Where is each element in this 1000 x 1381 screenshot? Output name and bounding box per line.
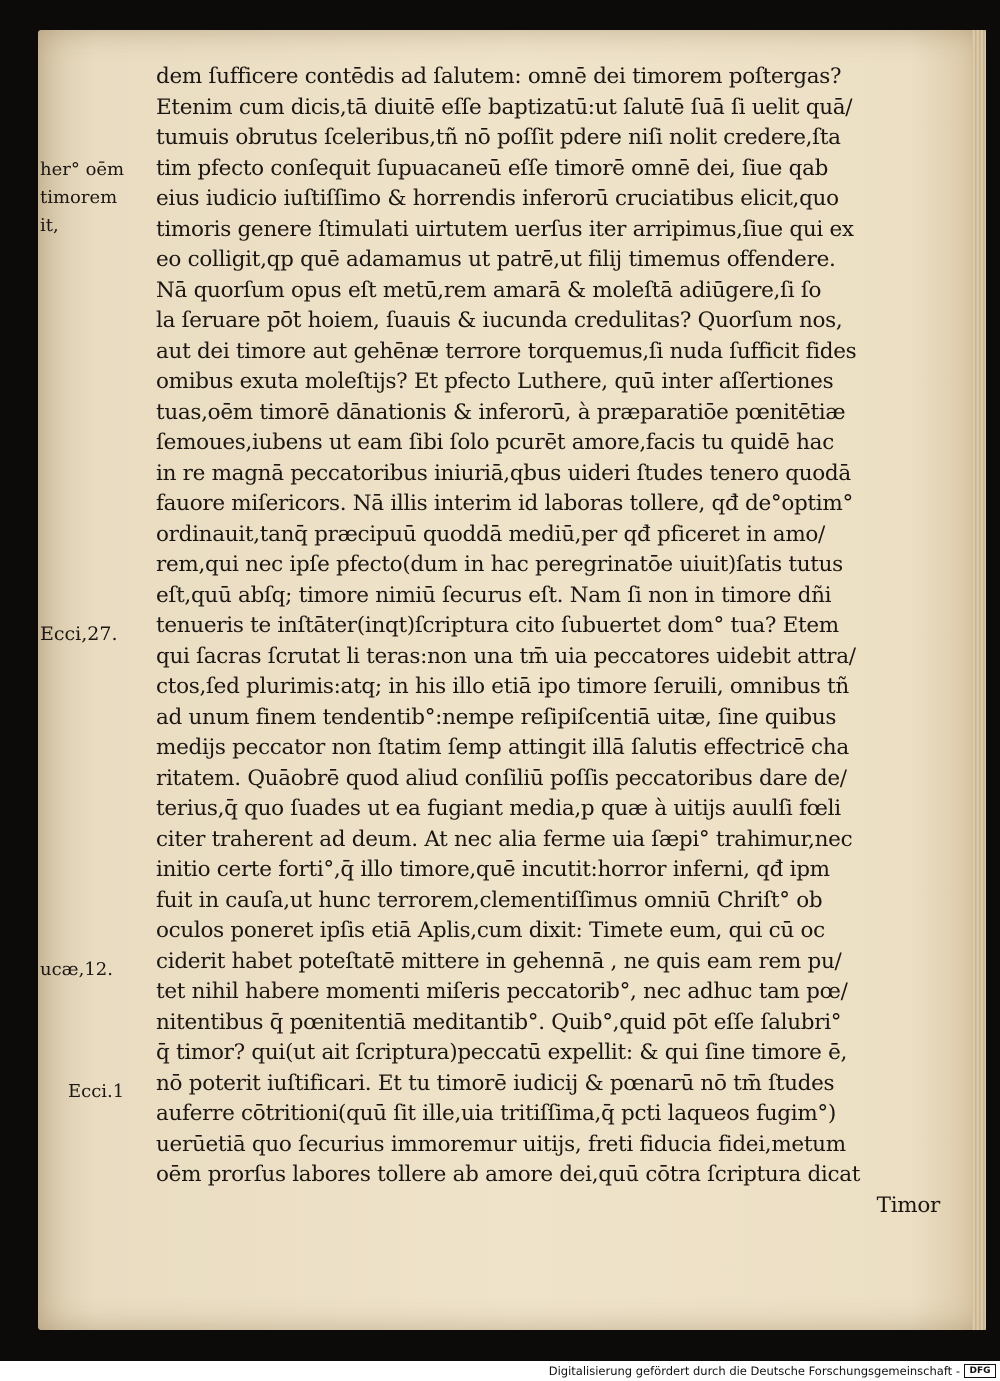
text-line: rem,qui nec ipſe pfecto(dum in hac peregrinatōe uiuit)ſatis tutus <box>156 552 843 577</box>
text-line: ritatem. Quāobrē quod aliud conſiliū poſſis peccatoribus dare de/ <box>156 765 847 791</box>
margin-note: her° oēm <box>40 159 125 180</box>
text-line: qui ſacras ſcrutat li teras:non una tm̄ uia peccatores uidebit attra/ <box>156 643 856 669</box>
text-line: q̄ timor? qui(ut ait ſcriptura)peccatū expellit: & qui ſine timore ē, <box>156 1040 848 1065</box>
text-line: ordinauit,tanq̄ præcipuū quoddā mediū,per qđ pficeret in amo/ <box>156 521 825 547</box>
text-line: la ſeruare pōt hoiem, ſuauis & iucunda credulitas? Quorſum nos, <box>156 308 843 333</box>
page-edge <box>972 30 986 1330</box>
margin-note: Ecci.1 <box>68 1081 125 1102</box>
text-line: nō poterit iuſtificari. Et tu timorē iudicij & pœnarū nō tm̄ ſtudes <box>156 1070 835 1096</box>
text-line: in re magnā peccatoribus iniuriā,qbus uideri ſtudes tenero quodā <box>156 460 851 486</box>
text-line: timoris genere ſtimulati uirtutem uerſus iter arripimus,ſiue qui ex <box>156 216 854 242</box>
text-line: uerūetiā quo ſecurius immoremur uitijs, freti fiducia fidei,metum <box>156 1131 846 1157</box>
text-line: tenueris te inſtāter(inqt)ſcriptura cito ſubuertet dom° tua? Etem <box>156 613 839 638</box>
text-line: aut dei timore aut gehēnæ terrore torquemus,ſi nuda ſufficit fides <box>156 338 857 364</box>
text-line: ad unum finem tendentib°:nempe reſipiſcentiā uitæ, ſine quibus <box>156 704 837 730</box>
text-line: tet nihil habere momenti miſeris peccatorib°, nec adhuc tam pœ/ <box>156 979 848 1004</box>
text-line: auferre cōtritioni(quū ſit ille,uia tritiſſima,q̄ pcti laqueos fugim°) <box>156 1101 836 1126</box>
text-line: nitentibus q̄ pœnitentiā meditantib°. Quib°,quid pōt eſſe ſalubri° <box>156 1009 842 1035</box>
text-line: eius iudicio iuſtiſſimo & horrendis inferorū cruciatibus elicit,quo <box>156 186 839 211</box>
text-line: terius,q̄ quo ſuades ut ea fugiant media,p quæ à uitijs auulſi fœli <box>156 796 841 821</box>
text-line: tim pfecto conſequit ſupuacaneū eſſe timorē omnē dei, ſiue qab <box>156 155 829 181</box>
text-line: fuit in cauſa,ut hunc terrorem,clementiſſimus omniū Chriſt° ob <box>156 887 823 913</box>
funding-credit: Digitalisierung gefördert durch die Deutsche Forschungsgemeinschaft - <box>548 1364 960 1378</box>
text-line: medijs peccator non ſtatim ſemp attingit illā ſalutis effectricē cha <box>156 735 849 760</box>
text-line: Nā quorſum opus eſt metū,rem amarā & moleſtā adiūgere,ſi ſo <box>156 277 822 303</box>
book-page <box>38 30 986 1330</box>
text-line: eſt,quū abſq; timore nimiū ſecurus eſt. Nam ſi non in timore dñi <box>156 582 832 608</box>
text-line: oēm prorſus labores tollere ab amore dei,quū cōtra ſcriptura dicat <box>156 1162 861 1187</box>
margin-note: it, <box>40 215 59 236</box>
text-line: tumuis obrutus ſceleribus,tñ nō poſſit pdere niſi nolit credere,ſta <box>156 125 841 150</box>
text-line: Etenim cum dicis,tā diuitē eſſe baptizatū:ut ſalutē ſuā ſi uelit quā/ <box>156 94 853 120</box>
margin-note: Ecci,27. <box>40 623 118 645</box>
text-line: omibus exuta moleſtijs? Et pfecto Luthere, quū inter aſſertiones <box>156 369 834 394</box>
text-line: ciderit habet poteſtatē mittere in gehennā , ne quis eam rem pu/ <box>156 948 842 974</box>
main-text-block <box>156 62 946 1221</box>
margin-note: timorem <box>40 187 118 208</box>
text-line: eo colligit,qp quē adamamus ut patrē,ut filij timemus offendere. <box>156 247 836 272</box>
footer-bar <box>0 1361 1000 1381</box>
text-line: dem ſufficere contēdis ad ſalutem: omnē dei timorem poſtergas? <box>156 64 842 89</box>
text-line: citer traherent ad deum. At nec alia ferme uia ſæpi° trahimur,nec <box>156 826 853 852</box>
margin-note: ucæ,12. <box>40 959 113 980</box>
dfg-logo-icon: DFG <box>964 1364 996 1378</box>
text-line: ſemoues,iubens ut eam ſibi ſolo pcurēt amore,facis tu quidē hac <box>156 430 834 455</box>
text-line: oculos poneret ipſis etiā Aplis,cum dixit: Timete eum, qui cū oc <box>156 918 825 943</box>
text-line: initio certe forti°,q̄ illo timore,quē incutit:horror inferni, qđ ipm <box>156 857 830 882</box>
catchword: Timor <box>876 1192 940 1218</box>
text-line: fauore miſericors. Nā illis interim id laboras tollere, qđ de°optim° <box>156 491 853 516</box>
text-line: ctos,ſed plurimis:atq; in his illo etiā ipo timore ſeruili, omnibus tñ <box>156 674 849 699</box>
text-line: tuas,oēm timorē dānationis & inferorū, à præparatiōe pœnitētiæ <box>156 399 846 425</box>
